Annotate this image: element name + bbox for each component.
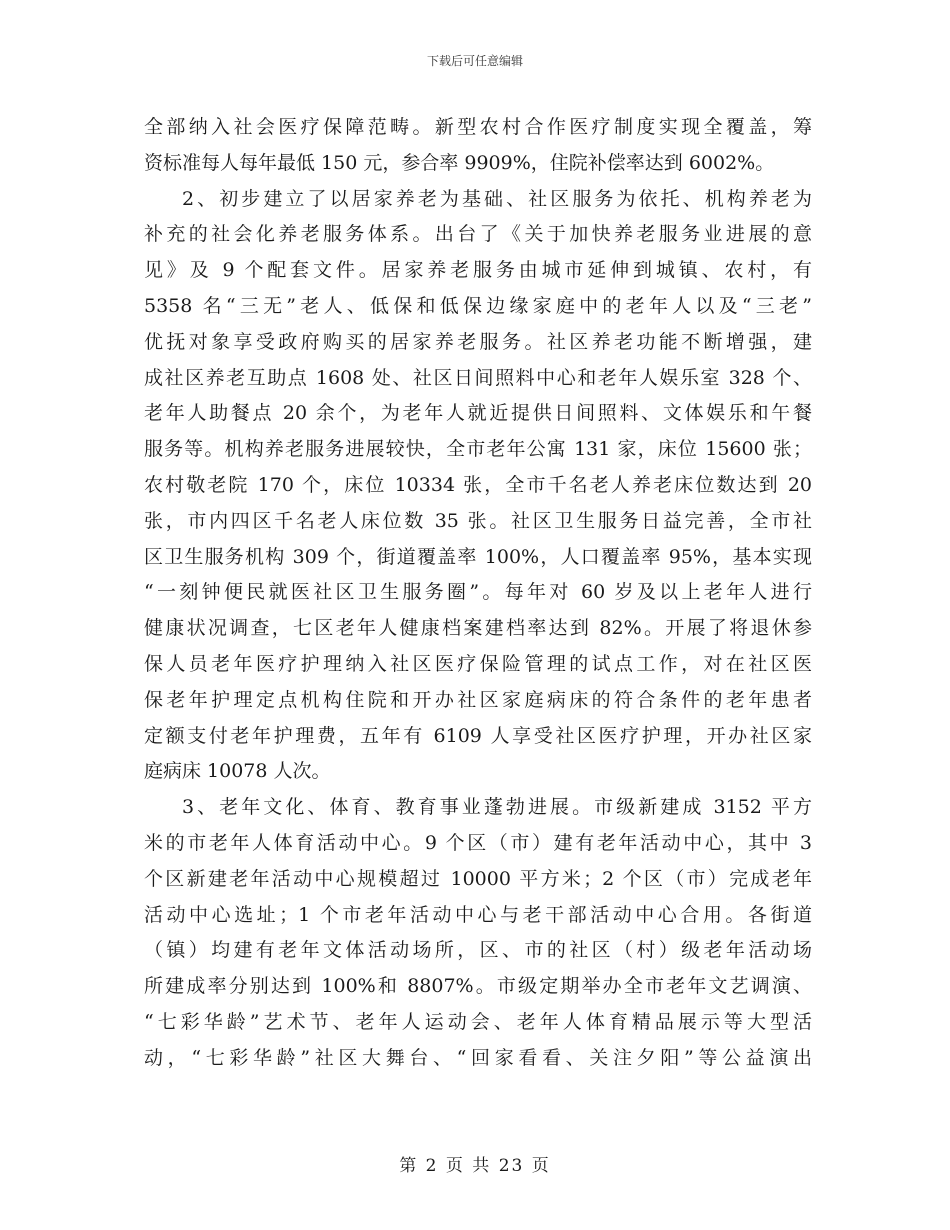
text-line: 5358 名“三无”老人、低保和低保边缘家庭中的老年人以及“三老” [144,294,812,317]
text-line: 保人员老年医疗护理纳入社区医疗保险管理的试点工作，对在社区医 [144,652,812,675]
text-line: 区卫生服务机构 309 个，街道覆盖率 100%，人口覆盖率 95%，基本实现 [144,545,812,568]
text-line: 农村敬老院 170 个，床位 10334 张，全市千名老人养老床位数达到 20 [144,473,812,496]
page-header: 下载后可任意编辑 [426,54,523,68]
text-line: 成社区养老互助点 1608 处、社区日间照料中心和老年人娱乐室 328 个、 [144,366,812,389]
text-line: 优抚对象享受政府购买的居家养老服务。社区养老功能不断增强，建 [144,330,812,353]
text-line: 米的市老年人体育活动中心。9 个区（市）建有老年活动中心，其中 3 [144,831,812,854]
text-line: 健康状况调查，七区老年人健康档案建档率达到 82%。开展了将退休参 [144,617,812,640]
text-line: 见》及 9 个配套文件。居家养老服务由城市延伸到城镇、农村，有 [144,259,812,282]
page-number-footer: 第 2 页 共 23 页 [399,1156,551,1176]
text-line: 个区新建老年活动中心规模超过 10000 平方米；2 个区（市）完成老年 [144,867,812,890]
paragraph-start-line: 2、初步建立了以居家养老为基础、社区服务为依托、机构养老为 [182,187,812,210]
text-line: （镇）均建有老年文体活动场所，区、市的社区（村）级老年活动场 [144,939,812,962]
text-line: 动，“七彩华龄”社区大舞台、“回家看看、关注夕阳”等公益演出 [144,1046,812,1069]
text-line: 庭病床 10078 人次。 [144,760,331,783]
text-line: 老年人助餐点 20 余个，为老年人就近提供日间照料、文体娱乐和午餐 [144,402,812,425]
text-line: 所建成率分别达到 100%和 8807%。市级定期举办全市老年文艺调演、 [144,975,812,998]
text-line: 全部纳入社会医疗保障范畴。新型农村合作医疗制度实现全覆盖，筹 [144,116,812,138]
text-line: 服务等。机构养老服务进展较快，全市老年公寓 131 家，床位 15600 张； [144,438,812,461]
text-line: “七彩华龄”艺术节、老年人运动会、老年人体育精品展示等大型活 [144,1010,812,1033]
text-line: 资标准每人每年最低 150 元，参合率 9909%，住院补偿率达到 6002%。 [144,151,775,174]
paragraph-start-line: 3、老年文化、体育、教育事业蓬勃进展。市级新建成 3152 平方 [182,796,812,819]
document-body [144,110,812,1077]
text-line: 保老年护理定点机构住院和开办社区家庭病床的符合条件的老年患者 [144,688,812,711]
text-line: 定额支付老年护理费，五年有 6109 人享受社区医疗护理，开办社区家 [144,724,812,747]
text-line: 补充的社会化养老服务体系。出台了《关于加快养老服务业进展的意 [144,223,812,246]
text-line: “一刻钟便民就医社区卫生服务圈”。每年对 60 岁及以上老年人进行 [144,581,812,604]
text-line: 活动中心选址；1 个市老年活动中心与老干部活动中心合用。各街道 [144,903,812,926]
text-line: 张，市内四区千名老人床位数 35 张。社区卫生服务日益完善，全市社 [144,509,812,532]
